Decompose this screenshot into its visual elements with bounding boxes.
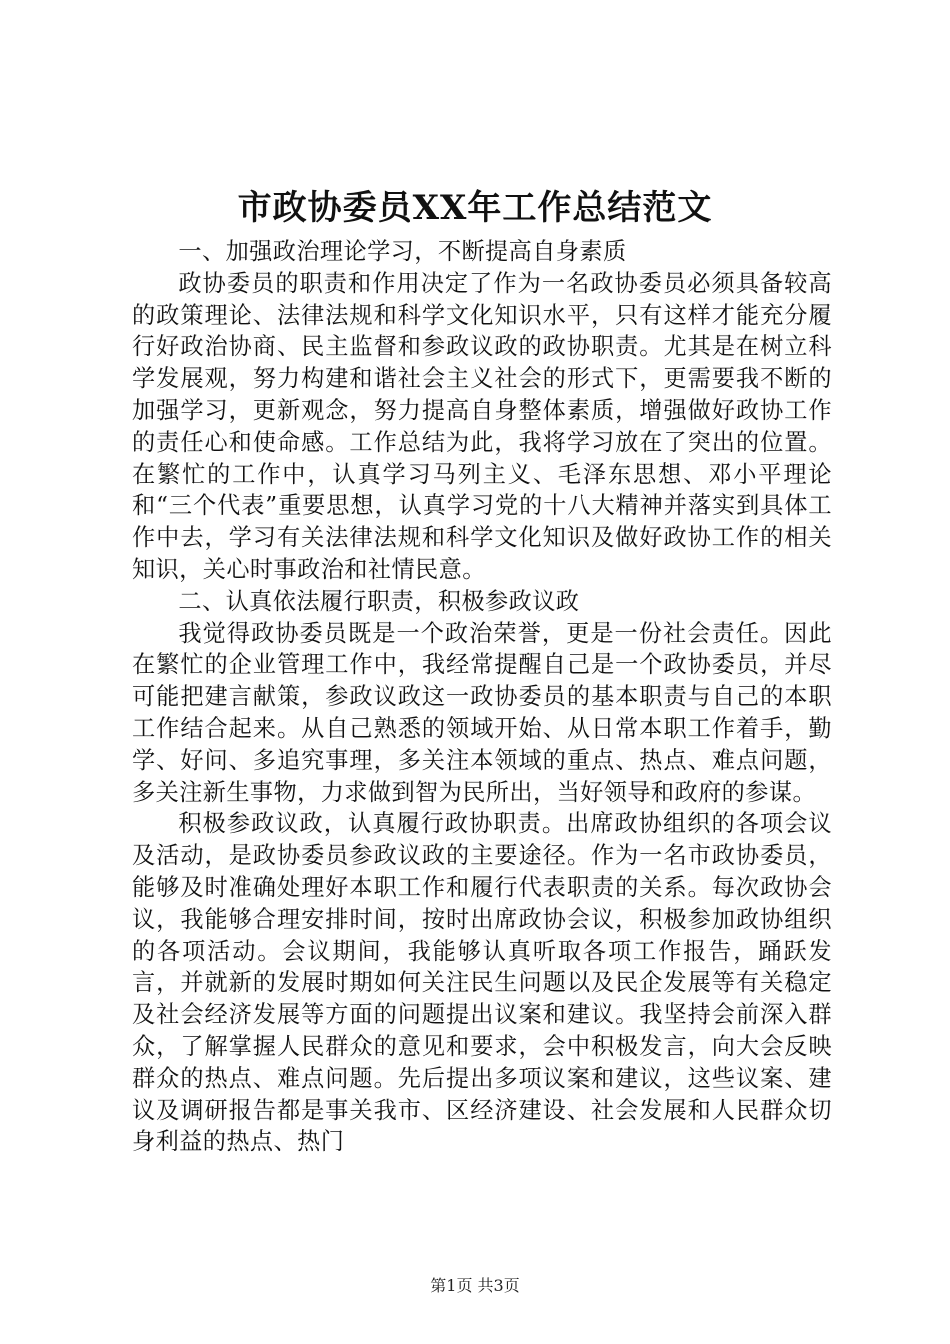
paragraph-3: 积极参政议政，认真履行政协职责。出席政协组织的各项会议及活动，是政协委员参政议政的主要途径。作为一名市政协委员，能够及时准确处理好本职工作和履行代表职责的关系。每次政协会议，我能够合理安排时间，按时出席政协会议，积极参加政协组织的各项活动。会议期间，我能够认真听取各项工作报告，踊跃发言，并就新的发展时期如何关注民生问题以及民企发展等有关稳定及社会经济发展等方面的问题提出议案和建议。我坚持会前深入群众，了解掌握人民群众的意见和要求，会中积极发言，向大会反映群众的热点、难点问题。先后提出多项议案和建议，这些议案、建议及调研报告都是事关我市、区经济建设、社会发展和人民群众切身利益的热点、热门 bbox=[132, 810, 832, 1156]
document-body bbox=[132, 236, 832, 1158]
section-heading-1: 一、加强政治理论学习，不断提高自身素质 bbox=[178, 238, 627, 265]
document-title: 市政协委员XX年工作总结范文 bbox=[237, 188, 713, 228]
paragraph-2: 我觉得政协委员既是一个政治荣誉，更是一份社会责任。因此在繁忙的企业管理工作中，我经常提醒自己是一个政协委员，并尽可能把建言献策，参政议政这一政协委员的基本职责与自己的本职工作结合起来。从自己熟悉的领域开始、从日常本职工作着手，勤学、好问、多追究事理，多关注本领域的重点、热点、难点问题，多关注新生事物，力求做到智为民所出，当好领导和政府的参谋。 bbox=[132, 619, 832, 806]
paragraph-1: 政协委员的职责和作用决定了作为一名政协委员必须具备较高的政策理论、法律法规和科学文化知识水平，只有这样才能充分履行好政治协商、民主监督和参政议政的政协职责。尤其是在树立科学发展观，努力构建和谐社会主义社会的形式下，更需要我不断的加强学习，更新观念，努力提高自身整体素质，增强做好政协工作的责任心和使命感。工作总结为此，我将学习放在了突出的位置。在繁忙的工作中，认真学习马列主义、毛泽东思想、邓小平理论和“三个代表”重要思想，认真学习党的十八大精神并落实到具体工作中去，学习有关法律法规和科学文化知识及做好政协工作的相关知识，关心时事政治和社情民意。 bbox=[132, 269, 832, 583]
section-heading-2: 二、认真依法履行职责，积极参政议政 bbox=[178, 587, 580, 615]
page-number-footer: 第1页 共3页 bbox=[430, 1276, 520, 1295]
